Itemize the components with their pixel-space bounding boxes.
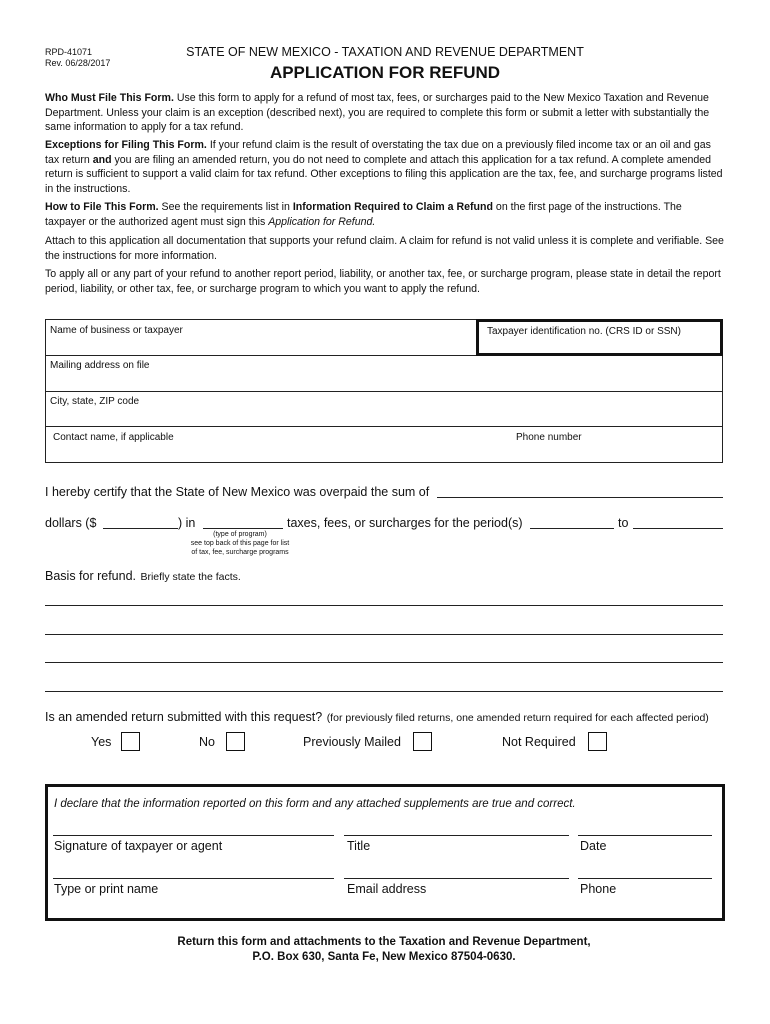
period-to-field[interactable] bbox=[633, 528, 723, 529]
exceptions-heading: Exceptions for Filing This Form. bbox=[45, 139, 207, 151]
how-to-file-paragraph bbox=[45, 200, 725, 229]
amended-question: Is an amended return submitted with this request? bbox=[45, 710, 323, 724]
to-label: to bbox=[618, 516, 629, 530]
who-heading: Who Must File This Form. bbox=[45, 92, 174, 104]
title-field[interactable] bbox=[344, 835, 569, 836]
basis-line-2[interactable] bbox=[45, 634, 723, 635]
exceptions-paragraph bbox=[45, 138, 725, 196]
taxpayer-id-field[interactable] bbox=[476, 319, 723, 356]
option-no-label: No bbox=[199, 735, 215, 749]
return-address-line-2: P.O. Box 630, Santa Fe, New Mexico 87504-0630. bbox=[252, 951, 516, 963]
certify-statement: I hereby certify that the State of New Mexico was overpaid the sum of bbox=[45, 485, 430, 499]
date-label: Date bbox=[580, 839, 607, 853]
basis-label: Basis for refund. bbox=[45, 569, 137, 583]
exceptions-text-2: you are filing an amended return, you do not need to complete and attach this application for a tax refund. A complete amended return is sufficient to support a valid claim for tax refund. Other exceptions to filing this application are the tax, fee, and surcharge programs listed in the instructions. bbox=[45, 153, 723, 195]
overpaid-sum-field[interactable] bbox=[437, 497, 723, 498]
contact-name-field[interactable] bbox=[46, 444, 506, 462]
declaration-text: I declare that the information reported on this form and any attached supplements are true and correct. bbox=[54, 798, 576, 810]
how-italic: Application for Refund. bbox=[268, 215, 376, 228]
option-previously-mailed-label: Previously Mailed bbox=[303, 735, 401, 749]
amended-note: (for previously filed returns, one amended return required for each affected period) bbox=[326, 712, 709, 724]
phone-field[interactable] bbox=[578, 878, 712, 879]
taxpayer-id-label: Taxpayer identification no. (CRS ID or SSN) bbox=[487, 326, 681, 337]
city-state-zip-field[interactable] bbox=[46, 408, 722, 425]
how-text-2: on the first page of the instructions. The taxpayer or the authorized agent must sign this bbox=[45, 201, 682, 228]
basis-hint: Briefly state the facts. bbox=[140, 571, 241, 583]
divider bbox=[45, 426, 723, 427]
who-must-file-paragraph bbox=[45, 91, 725, 135]
attach-paragraph: Attach to this application all documentation that supports your refund claim. A claim for refund is not valid unless it is complete and verifiable. See the instructions for more information. bbox=[45, 235, 724, 262]
page-title: APPLICATION FOR REFUND bbox=[269, 63, 501, 82]
dollars-label: dollars ($ bbox=[45, 516, 97, 530]
phone-label: Phone bbox=[580, 882, 617, 896]
return-address-line-1: Return this form and attachments to the Taxation and Revenue Department, bbox=[177, 936, 591, 948]
how-bold-ref: Information Required to Claim a Refund bbox=[292, 201, 493, 213]
dollar-amount-field[interactable] bbox=[103, 528, 178, 529]
title-label: Title bbox=[347, 839, 371, 853]
option-not-required-label: Not Required bbox=[502, 735, 576, 749]
revision-date: Rev. 06/28/2017 bbox=[45, 58, 111, 68]
program-note-line: of tax, fee, surcharge programs bbox=[191, 549, 289, 556]
no-checkbox[interactable] bbox=[226, 732, 245, 751]
email-label: Email address bbox=[347, 882, 427, 896]
taxes-label: taxes, fees, or surcharges for the period(s) bbox=[287, 516, 523, 530]
signature-field[interactable] bbox=[53, 835, 334, 836]
date-field[interactable] bbox=[578, 835, 712, 836]
business-name-field[interactable] bbox=[46, 338, 474, 354]
contact-name-label: Contact name, if applicable bbox=[53, 432, 174, 443]
basis-line-1[interactable] bbox=[45, 605, 723, 606]
basis-line-4[interactable] bbox=[45, 691, 723, 692]
program-note-line: (type of program) bbox=[213, 531, 267, 538]
return-address bbox=[45, 935, 723, 965]
exceptions-and: and bbox=[92, 153, 112, 166]
phone-number-field[interactable] bbox=[510, 444, 722, 462]
phone-number-label: Phone number bbox=[516, 432, 582, 443]
basis-line-3[interactable] bbox=[45, 662, 723, 663]
department-name: STATE OF NEW MEXICO - TAXATION AND REVENUE DEPARTMENT bbox=[186, 45, 584, 59]
business-name-label: Name of business or taxpayer bbox=[50, 325, 183, 336]
in-label: ) in bbox=[178, 516, 196, 530]
who-text: Use this form to apply for a refund of most tax, fees, or surcharges paid to the New Mexico Taxation and Revenue Department. Unless your claim is an exception (described next), you are required to complete this form or submit a letter with substantially the same information to apply for a tax refund. bbox=[45, 92, 710, 133]
divider bbox=[45, 391, 723, 392]
how-heading: How to File This Form. bbox=[45, 201, 159, 213]
print-name-field[interactable] bbox=[53, 878, 334, 879]
program-note bbox=[185, 530, 295, 557]
print-name-label: Type or print name bbox=[54, 882, 159, 896]
program-type-field[interactable] bbox=[203, 528, 283, 529]
not-required-checkbox[interactable] bbox=[588, 732, 607, 751]
previously-mailed-checkbox[interactable] bbox=[413, 732, 432, 751]
signature-label: Signature of taxpayer or agent bbox=[54, 839, 223, 853]
mailing-address-label: Mailing address on file bbox=[50, 360, 150, 371]
form-number: RPD-41071 bbox=[45, 47, 93, 57]
period-from-field[interactable] bbox=[530, 528, 614, 529]
program-note-line: see top back of this page for list bbox=[190, 540, 290, 547]
option-yes-label: Yes bbox=[91, 735, 112, 749]
mailing-address-field[interactable] bbox=[46, 372, 722, 390]
amended-question-row bbox=[45, 708, 709, 726]
city-state-zip-label: City, state, ZIP code bbox=[50, 396, 140, 407]
apply-refund-paragraph: To apply all or any part of your refund to another report period, liability, or another tax, fee, or surcharge program, please state in detail the report period, liability, or other tax, fee, or surcharge program to which you want to apply the refund. bbox=[45, 268, 721, 295]
basis-label-row bbox=[45, 567, 241, 585]
exceptions-text: If your refund claim is the result of overstating the tax due on a previously filed income tax or an oil and gas tax return bbox=[45, 139, 711, 166]
yes-checkbox[interactable] bbox=[121, 732, 140, 751]
how-text: See the requirements list in bbox=[158, 201, 293, 213]
email-field[interactable] bbox=[344, 878, 569, 879]
